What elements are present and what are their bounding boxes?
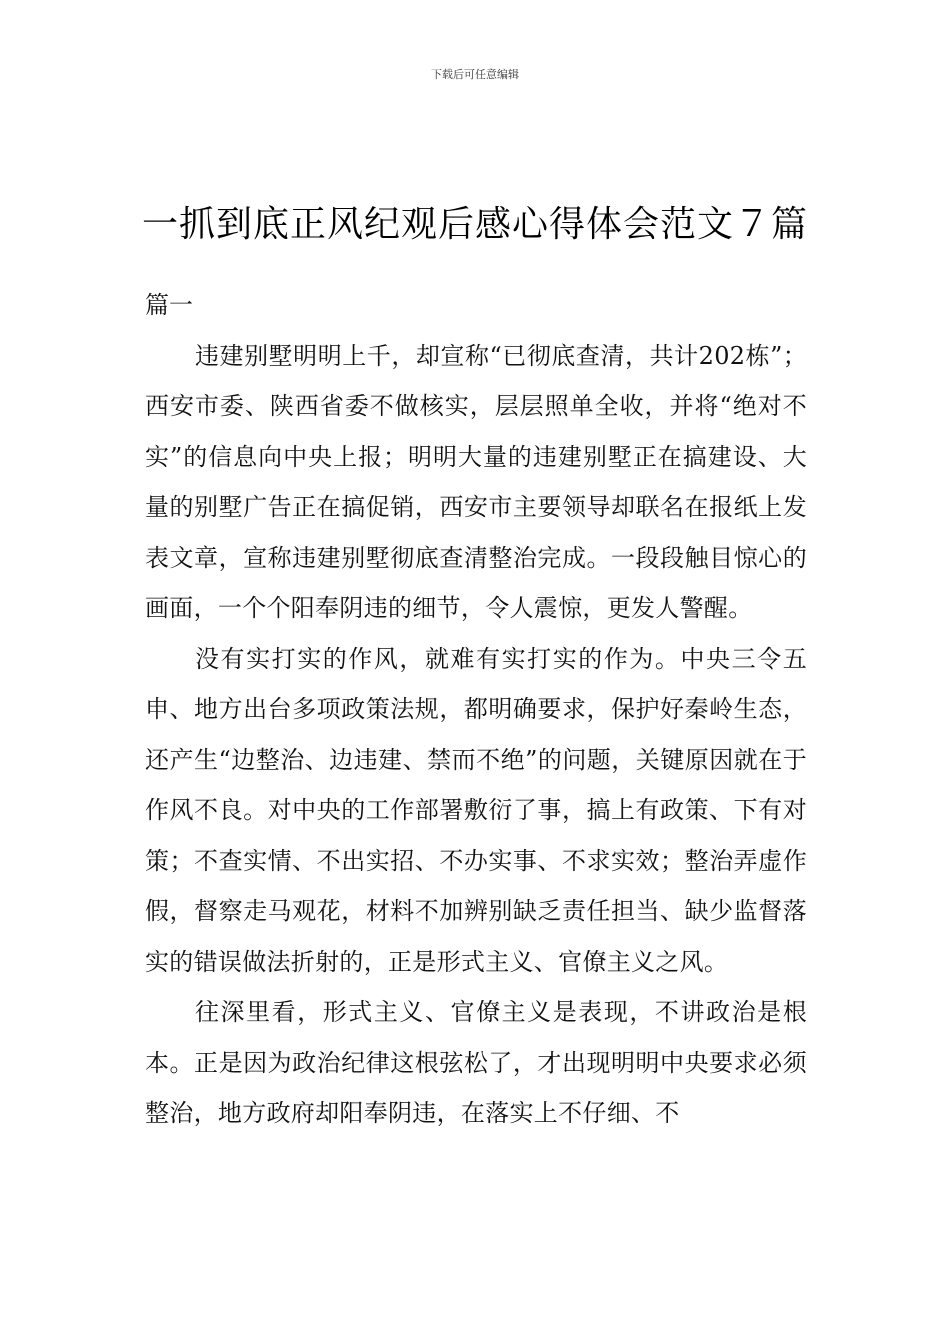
document-title: 一抓到底正风纪观后感心得体会范文７篇 xyxy=(141,204,808,246)
section-heading: 篇一 xyxy=(145,291,193,319)
header-note: 下载后可任意编辑 xyxy=(431,68,519,81)
paragraph-2: 没有实打实的作风，就难有实打实的作为。中央三令五申、地方出台多项政策法规，都明确要求，保护好秦岭生态，还产生“边整治、边违建、禁而不绝”的问题，关键原因就在于作风不良。对中央的工作部署敷衍了事，搞上有政策、下有对策；不查实情、不出实招、不办实事、不求实效；整治弄虚作假，督察走马观花，材料不加辨别缺乏责任担当、缺少监督落实的错误做法折射的，正是形式主义、官僚主义之风。 xyxy=(145,644,807,976)
document-body xyxy=(145,280,807,1139)
paragraph-3: 往深里看，形式主义、官僚主义是表现，不讲政治是根本。正是因为政治纪律这根弦松了，才出现明明中央要求必须整治，地方政府却阳奉阴违，在落实上不仔细、不 xyxy=(145,998,807,1127)
paragraph-1: 违建别墅明明上千，却宣称“已彻底查清，共计202栋”；西安市委、陕西省委不做核实，层层照单全收，并将“绝对不实”的信息向中央上报；明明大量的违建别墅正在搞建设、大量的别墅广告正在搞促销，西安市主要领导却联名在报纸上发表文章，宣称违建别墅彻底查清整治完成。一段段触目惊心的画面，一个个阳奉阴违的细节，令人震惊，更发人警醒。 xyxy=(145,341,807,622)
